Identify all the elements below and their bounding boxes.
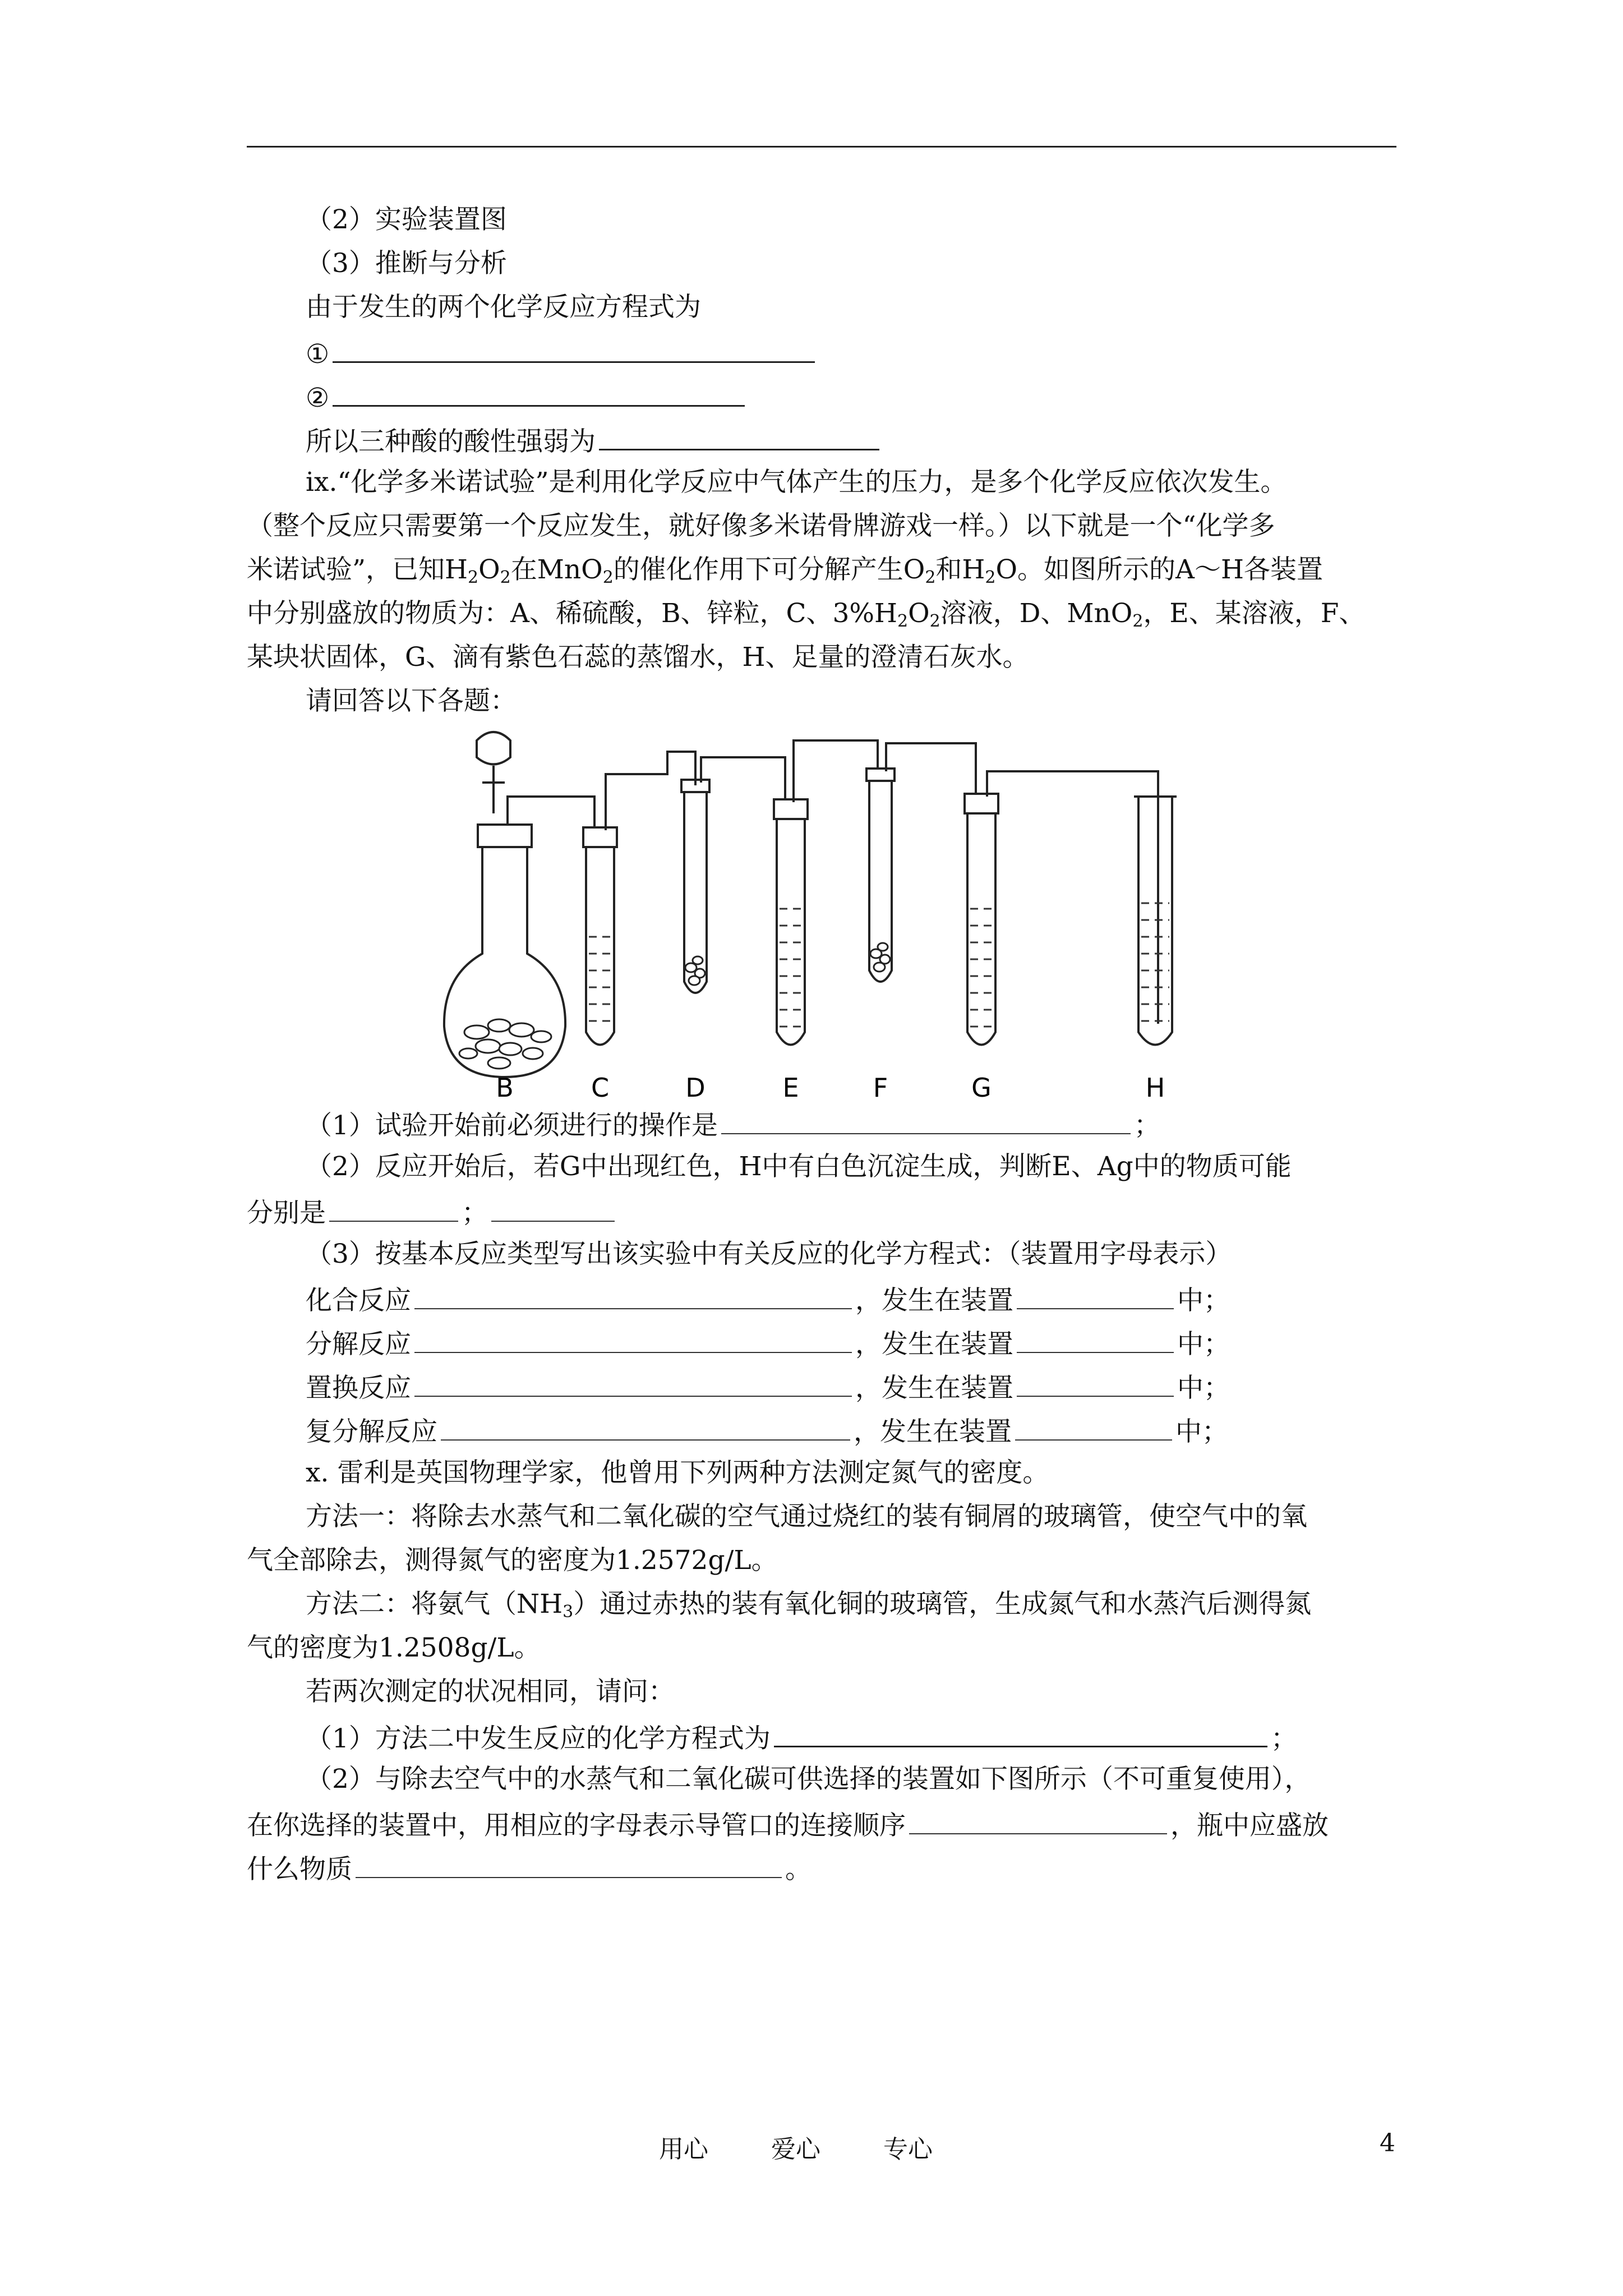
reaction-mid: ，发生在装置: [855, 1285, 1013, 1316]
ix-q1: [306, 1106, 1160, 1143]
x-q1-text: （1）方法二中发生反应的化学方程式为: [306, 1723, 771, 1754]
ix-p3-sub: 2: [602, 568, 614, 587]
ix-q3: （3）按基本反应类型写出该实验中有关反应的化学方程式：（装置用字母表示）: [306, 1239, 1232, 1269]
x-condition: 若两次测定的状况相同，请问：: [306, 1676, 675, 1707]
reaction-mid: ，发生在装置: [854, 1416, 1012, 1447]
x-method-2b: 气的密度为1.2508g/L。: [247, 1632, 541, 1663]
ix-q1-text: （1）试验开始前必须进行的操作是: [306, 1110, 718, 1141]
device-blank: [1015, 1412, 1172, 1441]
ix-p3-sub: 2: [468, 568, 479, 587]
ix-q2-sep: ；: [462, 1198, 488, 1228]
x-q1-end: ；: [1270, 1723, 1297, 1754]
reaction-end: 中；: [1177, 1373, 1230, 1404]
domino-apparatus-figure: [426, 718, 1223, 1099]
figure-label: B: [496, 1073, 514, 1099]
ix-para-2: （整个反应只需要第一个反应发生，就好像多米诺骨牌游戏一样。）以下就是一个“化学多: [247, 510, 1275, 541]
ix-ask: 请回答以下各题：: [306, 685, 517, 716]
reaction-mid: ，发生在装置: [855, 1373, 1013, 1404]
reaction-blank: [441, 1412, 850, 1441]
equation-1-blank: [333, 334, 815, 363]
acid-strength-text: 所以三种酸的酸性强弱为: [306, 426, 596, 457]
ix-q2-blank-2: [491, 1194, 615, 1222]
footer-motto-3: 专心: [883, 2135, 933, 2164]
ix-p3-text-e: 在MnO: [510, 554, 603, 585]
ix-p4-sub: 2: [1132, 611, 1144, 631]
figure-label: D: [685, 1073, 706, 1099]
ix-p4-text-e: 溶液，D、MnO: [940, 598, 1133, 629]
reaction-blank: [414, 1369, 852, 1397]
reaction-row: [306, 1412, 1228, 1449]
reaction-blank: [414, 1325, 852, 1353]
x-para-1: x. 雷利是英国物理学家，他曾用下列两种方法测定氮气的密度。: [306, 1457, 1049, 1488]
equation-2-marker: ②: [306, 383, 330, 413]
x-q2-line2: [247, 1806, 1329, 1843]
reaction-row: [306, 1281, 1230, 1318]
x-method-1b: 气全部除去，测得氮气的密度为1.2572g/L。: [247, 1545, 778, 1576]
ix-q2-line1: （2）反应开始后，若G中出现红色，H中有白色沉淀生成，判断E、Ag中的物质可能: [306, 1151, 1292, 1182]
ix-q2-text: 分别是: [247, 1198, 326, 1228]
device-blank: [1017, 1369, 1174, 1397]
acid-strength-blank: [599, 422, 879, 450]
ix-p3-text-a: 米诺试验”，已知H: [247, 554, 468, 585]
ix-p3-text-k: O。如图所示的A～H各装置: [995, 554, 1323, 585]
item-2: （2）实验装置图: [306, 204, 507, 235]
equation-2-blank: [333, 378, 745, 407]
equation-1-line: [306, 334, 818, 371]
x-m2-text-c: ）通过赤热的装有氧化铜的玻璃管，生成氮气和水蒸汽后测得氮: [573, 1589, 1312, 1619]
reaction-type: 复分解反应: [306, 1416, 437, 1447]
device-blank: [1017, 1325, 1174, 1353]
x-q2-mid: ，瓶中应盛放: [1170, 1810, 1329, 1841]
equation-1-marker: ①: [306, 339, 330, 370]
reaction-type: 分解反应: [306, 1329, 411, 1360]
ix-p3-text-c: O: [478, 554, 500, 585]
equations-intro: 由于发生的两个化学反应方程式为: [306, 292, 701, 323]
ix-p4-text-g: ，E、某溶液，F、: [1143, 598, 1366, 629]
ix-p3-sub: 2: [925, 568, 936, 587]
device-blank: [1017, 1281, 1174, 1309]
x-q2-text: 在你选择的装置中，用相应的字母表示导管口的连接顺序: [247, 1810, 906, 1841]
reaction-end: 中；: [1177, 1329, 1230, 1360]
figure-label: C: [591, 1073, 610, 1099]
reaction-mid: ，发生在装置: [855, 1329, 1013, 1360]
reaction-blank: [414, 1281, 852, 1309]
figure-label: H: [1145, 1073, 1165, 1099]
ix-para-4: [247, 597, 1365, 638]
ix-p4-text-a: 中分别盛放的物质为：A、稀硫酸，B、锌粒，C、3%H: [247, 598, 897, 629]
x-q1-blank: [774, 1719, 1267, 1747]
reaction-type: 置换反应: [306, 1373, 411, 1404]
ix-p4-sub: 2: [897, 611, 909, 631]
ix-p3-sub: 2: [985, 568, 996, 587]
x-q2-blank-1: [909, 1806, 1167, 1834]
ix-p4-sub: 2: [929, 611, 940, 631]
reaction-end: 中；: [1177, 1285, 1230, 1316]
x-q1: [306, 1719, 1297, 1756]
ix-p3-sub: 2: [500, 568, 511, 587]
ix-p3-text-i: 和H: [935, 554, 985, 585]
ix-para-3: [247, 553, 1323, 595]
acid-strength-line: [306, 422, 883, 459]
x-q2-end: 。: [785, 1854, 811, 1885]
ix-p4-text-c: O: [908, 598, 930, 629]
figure-label: F: [873, 1073, 888, 1099]
reaction-row: [306, 1325, 1230, 1361]
ix-q1-blank: [721, 1106, 1131, 1134]
ix-para-5: 某块状固体，G、滴有紫色石蕊的蒸馏水，H、足量的澄清石灰水。: [247, 642, 1029, 673]
ix-q2-blank-1: [329, 1194, 458, 1222]
x-q2-blank-2: [356, 1850, 782, 1878]
x-q2-line3: [247, 1850, 811, 1887]
x-method-1a: 方法一：将除去水蒸气和二氧化碳的空气通过烧红的装有铜屑的玻璃管，使空气中的氧: [306, 1501, 1307, 1532]
reaction-type: 化合反应: [306, 1285, 411, 1316]
equation-2-line: [306, 378, 748, 415]
reaction-end: 中；: [1175, 1416, 1228, 1447]
x-method-2a: [306, 1588, 1311, 1629]
x-m2-sub: 3: [562, 1602, 574, 1622]
ix-q1-end: ；: [1133, 1110, 1160, 1141]
ix-p3-text-g: 的催化作用下可分解产生O: [613, 554, 925, 585]
footer-motto-1: 用心: [659, 2135, 708, 2164]
x-m2-text-a: 方法二：将氨气（NH: [306, 1589, 563, 1619]
x-q2-text-2: 什么物质: [247, 1854, 352, 1885]
figure-label: G: [971, 1073, 992, 1099]
ix-q2-line2: [247, 1194, 618, 1230]
x-q2-line1: （2）与除去空气中的水蒸气和二氧化碳可供选择的装置如下图所示（不可重复使用），: [306, 1764, 1311, 1795]
footer-motto-2: 爱心: [771, 2135, 820, 2164]
header-rule: [247, 146, 1396, 148]
reaction-row: [306, 1369, 1230, 1405]
figure-label: E: [782, 1073, 799, 1099]
ix-para-1: ix.“化学多米诺试验”是利用化学反应中气体产生的压力，是多个化学反应依次发生。: [306, 467, 1287, 498]
item-3: （3）推断与分析: [306, 248, 507, 279]
page-number: 4: [1380, 2129, 1395, 2157]
